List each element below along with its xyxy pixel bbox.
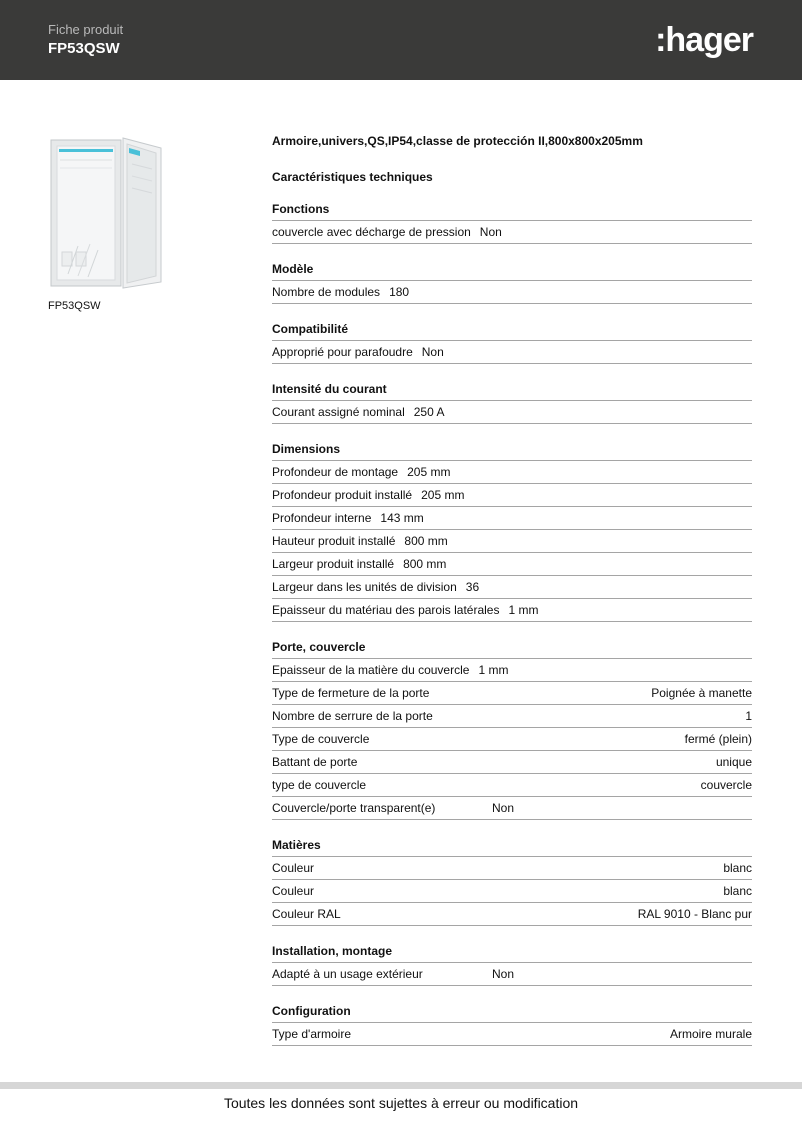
spec-row [272, 705, 752, 728]
row-label: Hauteur produit installé [272, 534, 396, 548]
row-value: 1 mm [478, 663, 509, 677]
spec-section [272, 1004, 752, 1046]
row-label: Approprié pour parafoudre [272, 345, 413, 359]
row-label: type de couvercle [272, 778, 367, 792]
row-value: 800 mm [404, 534, 448, 548]
row-value: fermé (plein) [684, 732, 752, 746]
section-rows [272, 341, 752, 364]
row-label: couvercle avec décharge de pression [272, 225, 471, 239]
spec-row [272, 576, 752, 599]
row-value: 250 A [413, 405, 445, 419]
spec-section [272, 944, 752, 986]
row-value: 180 [389, 285, 410, 299]
spec-section [272, 202, 752, 244]
row-label: Type de fermeture de la porte [272, 686, 430, 700]
spec-row [272, 281, 752, 304]
row-value: 143 mm [380, 511, 424, 525]
tech-characteristics-heading: Caractéristiques techniques [272, 170, 433, 184]
section-rows [272, 659, 752, 820]
row-value: Non [479, 225, 502, 239]
row-label: Type d'armoire [272, 1027, 351, 1041]
spec-row [272, 507, 752, 530]
image-caption: FP53QSW [48, 300, 101, 312]
row-label: Adapté à un usage extérieur [272, 967, 423, 981]
spec-row [272, 530, 752, 553]
section-rows [272, 281, 752, 304]
section-rows [272, 221, 752, 244]
row-label: Profondeur de montage [272, 465, 399, 479]
spec-row [272, 1023, 752, 1046]
spec-section [272, 838, 752, 926]
section-rows [272, 401, 752, 424]
spec-row [272, 857, 752, 880]
row-value: Non [492, 801, 515, 815]
row-label: Profondeur interne [272, 511, 372, 525]
row-label: Profondeur produit installé [272, 488, 413, 502]
row-value: 205 mm [421, 488, 465, 502]
header-product-code: FP53QSW [48, 40, 120, 57]
section-rows [272, 857, 752, 926]
header [0, 0, 802, 80]
product-image [48, 134, 166, 292]
enclosure-illustration [48, 134, 166, 292]
row-label: Type de couvercle [272, 732, 370, 746]
section-title: Porte, couvercle [272, 640, 752, 659]
row-label: Largeur dans les unités de division [272, 580, 457, 594]
doc-type-label: Fiche produit [48, 22, 124, 37]
spec-row [272, 774, 752, 797]
row-value: 1 mm [508, 603, 539, 617]
spec-row [272, 401, 752, 424]
content [48, 134, 752, 1046]
row-value: RAL 9010 - Blanc pur [637, 907, 752, 921]
product-title: Armoire,univers,QS,IP54,classe de protección II,800x800x205mm [272, 134, 643, 148]
row-value: Non [492, 967, 515, 981]
section-rows [272, 963, 752, 986]
section-rows [272, 461, 752, 622]
spec-section [272, 442, 752, 622]
spec-row [272, 221, 752, 244]
spec-row [272, 599, 752, 622]
row-value: 205 mm [407, 465, 451, 479]
row-value: 1 [745, 709, 752, 723]
section-title: Fonctions [272, 202, 752, 221]
spec-row [272, 461, 752, 484]
spec-row [272, 963, 752, 986]
row-label: Couleur RAL [272, 907, 341, 921]
spec-column [272, 134, 752, 1046]
hager-logo: :hager [655, 20, 753, 59]
spec-row [272, 682, 752, 705]
product-image-column [48, 134, 272, 1046]
row-label: Couvercle/porte transparent(e) [272, 801, 436, 815]
spec-row [272, 553, 752, 576]
header-titles [48, 22, 123, 58]
row-label: Battant de porte [272, 755, 358, 769]
section-title: Dimensions [272, 442, 752, 461]
spec-row [272, 728, 752, 751]
row-value: Poignée à manette [651, 686, 752, 700]
row-label: Nombre de serrure de la porte [272, 709, 433, 723]
section-title: Configuration [272, 1004, 752, 1023]
section-title: Installation, montage [272, 944, 752, 963]
row-label: Nombre de modules [272, 285, 381, 299]
row-label: Couleur [272, 861, 315, 875]
row-value: Non [421, 345, 444, 359]
row-label: Epaisseur de la matière du couvercle [272, 663, 470, 677]
section-title: Modèle [272, 262, 752, 281]
section-title: Matières [272, 838, 752, 857]
row-value: 36 [465, 580, 480, 594]
spec-row [272, 903, 752, 926]
spec-section [272, 640, 752, 820]
section-title: Compatibilité [272, 322, 752, 341]
row-value: Armoire murale [669, 1027, 752, 1041]
spec-row [272, 659, 752, 682]
row-value: couvercle [700, 778, 752, 792]
spec-row [272, 797, 752, 820]
footer-divider [0, 1082, 802, 1089]
spec-section [272, 322, 752, 364]
spec-row [272, 751, 752, 774]
row-label: Couleur [272, 884, 315, 898]
row-value: blanc [723, 884, 752, 898]
row-label: Largeur produit installé [272, 557, 395, 571]
spec-row [272, 341, 752, 364]
row-value: blanc [723, 861, 752, 875]
section-title: Intensité du courant [272, 382, 752, 401]
section-rows [272, 1023, 752, 1046]
footer-disclaimer: Toutes les données sont sujettes à erreur ou modification [223, 1095, 579, 1111]
spec-section [272, 262, 752, 304]
spec-row [272, 484, 752, 507]
row-label: Epaisseur du matériau des parois latérales [272, 603, 500, 617]
row-value: unique [715, 755, 752, 769]
spec-section [272, 382, 752, 424]
spec-sections [272, 202, 752, 1046]
row-label: Courant assigné nominal [272, 405, 405, 419]
spec-row [272, 880, 752, 903]
row-value: 800 mm [403, 557, 447, 571]
